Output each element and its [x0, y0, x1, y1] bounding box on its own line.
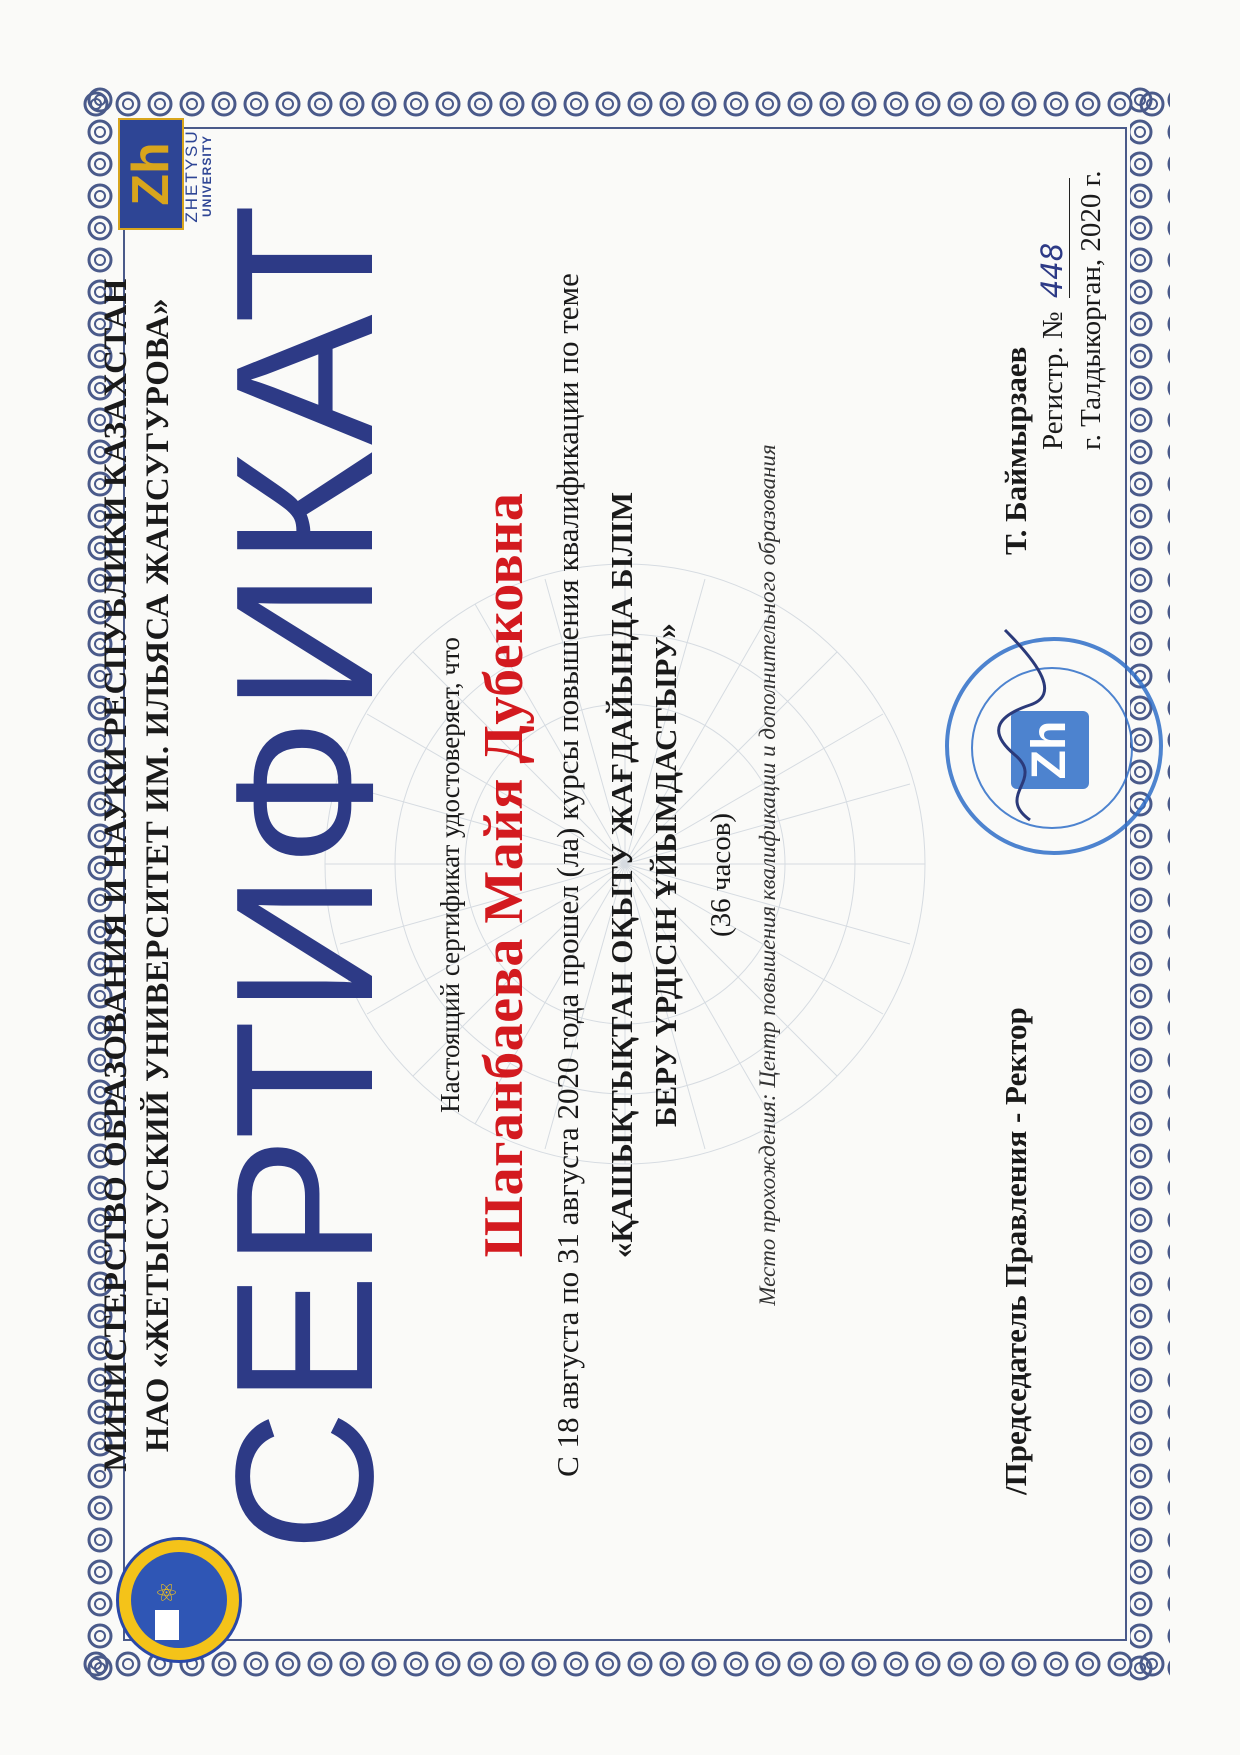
course-topic: [600, 105, 688, 1645]
training-place: Место прохождения: Центр повышения квалификации и дополнительного образования: [755, 444, 780, 1306]
registration-number: 448: [1035, 178, 1070, 298]
signatory-name: Т. Баймырзаев: [998, 346, 1033, 555]
ministry-heading: МИНИСТЕРСТВО ОБРАЗОВАНИЯ И НАУКИ РЕСПУБЛИКИ КАЗАХСТАН: [98, 278, 134, 1472]
intro-text: Настоящий сертификат удостоверяет, что: [435, 637, 465, 1113]
city-year: г. Талдыкорган, 2020 г.: [1075, 170, 1107, 450]
registration-label: Регистр. №: [1037, 311, 1069, 450]
handwritten-signature: [990, 625, 1050, 825]
topic-line-1: «ҚАШЫҚТЫҚТАН ОҚЫТУ ЖАҒДАЙЫНДА БІЛІМ: [604, 491, 639, 1259]
signatory-title: /Председатель Правления - Ректор: [998, 1007, 1033, 1495]
certificate-title: СЕРТИФИКАТ: [195, 198, 414, 1553]
zhetysu-university-logo: Zh ZHETYSU UNIVERSITY: [118, 122, 218, 230]
university-heading: НАО «ЖЕТЫСУСКИЙ УНИВЕРСИТЕТ ИМ. ИЛЬЯСА ЖАНСУГУРОВА»: [140, 297, 176, 1453]
course-hours: (36 часов): [705, 812, 737, 938]
official-stamp: Zh: [945, 637, 1163, 855]
atom-icon: ⚛: [153, 1580, 183, 1604]
course-dates: С 18 августа по 31 августа 2020 года прошел (ла) курсы повышения квалификации по теме: [550, 273, 585, 1477]
certificate-content: [98, 105, 1130, 1645]
recipient-name: Шаганбаева Майя Дубековна: [473, 492, 535, 1258]
registration-line: [1035, 178, 1070, 450]
topic-line-2: БЕРУ ҮРДІСІН ҰЙЫМДАСТЫРУ»: [648, 623, 683, 1127]
